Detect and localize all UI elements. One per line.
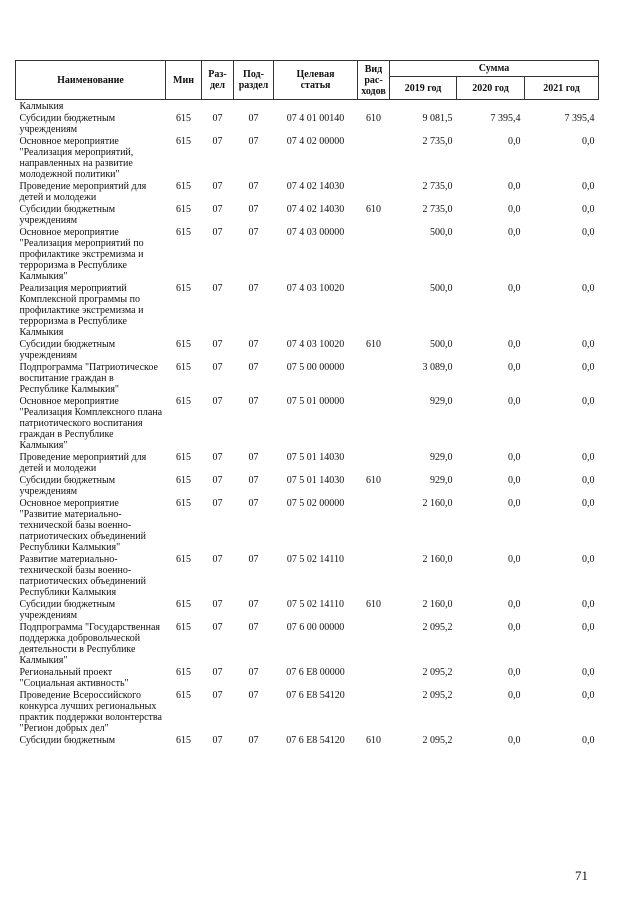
cell-target: 07 6 E8 00000 — [286, 667, 345, 678]
cell-2021: 0,0 — [582, 498, 595, 509]
cell-vid — [358, 361, 390, 395]
cell-name: Основное мероприятие "Развитие материально-технической базы военно-патриотических объединений Республики Калмыкия" — [19, 498, 146, 553]
cell-min: 615 — [176, 599, 191, 610]
cell-vid: 610 — [366, 204, 381, 215]
cell-min: 615 — [176, 690, 191, 701]
cell-2021: 0,0 — [582, 622, 595, 633]
cell-podrazdel: 07 — [248, 452, 259, 463]
table-row — [16, 621, 599, 666]
cell-razdel: 07 — [212, 452, 223, 463]
cell-razdel: 07 — [212, 475, 223, 486]
cell-min: 615 — [176, 362, 191, 373]
cell-2020: 0,0 — [508, 339, 521, 350]
cell-vid — [358, 135, 390, 180]
table-row — [16, 180, 599, 203]
cell-target — [274, 100, 358, 113]
cell-podrazdel: 07 — [248, 690, 259, 701]
table-row — [16, 734, 599, 746]
budget-table-sheet — [15, 60, 598, 746]
cell-min: 615 — [176, 136, 191, 147]
cell-2020: 0,0 — [508, 667, 521, 678]
table-row — [16, 226, 599, 282]
cell-2019: 500,0 — [430, 283, 453, 294]
cell-razdel: 07 — [212, 181, 223, 192]
cell-name: Основное мероприятие "Реализация мероприятий, направленных на развитие молодежной политики" — [19, 136, 134, 180]
header-min: Мин — [166, 61, 202, 100]
cell-2021: 0,0 — [582, 554, 595, 565]
cell-razdel: 07 — [212, 554, 223, 565]
cell-target: 07 6 00 00000 — [286, 622, 345, 633]
cell-vid: 610 — [366, 475, 381, 486]
cell-2021: 0,0 — [582, 599, 595, 610]
cell-2021: 0,0 — [582, 362, 595, 373]
cell-min: 615 — [176, 113, 191, 124]
cell-vid — [358, 621, 390, 666]
cell-razdel: 07 — [212, 227, 223, 238]
cell-razdel: 07 — [212, 735, 223, 746]
cell-2019: 2 160,0 — [422, 554, 453, 565]
cell-min: 615 — [176, 475, 191, 486]
cell-2019: 2 160,0 — [422, 498, 453, 509]
cell-2021: 0,0 — [582, 667, 595, 678]
cell-razdel: 07 — [212, 204, 223, 215]
cell-razdel: 07 — [212, 283, 223, 294]
cell-2021: 7 395,4 — [564, 113, 595, 124]
cell-2021: 0,0 — [582, 181, 595, 192]
cell-2020: 0,0 — [508, 735, 521, 746]
cell-min: 615 — [176, 498, 191, 509]
table-row — [16, 451, 599, 474]
cell-2019: 2 095,2 — [422, 622, 453, 633]
cell-2019: 2 735,0 — [422, 181, 453, 192]
cell-razdel: 07 — [212, 136, 223, 147]
cell-target: 07 5 01 00000 — [286, 396, 345, 407]
table-row — [16, 395, 599, 451]
cell-min: 615 — [176, 339, 191, 350]
cell-razdel: 07 — [212, 622, 223, 633]
cell-target: 07 4 03 10020 — [286, 339, 345, 350]
cell-name: Подпрограмма "Государственная поддержка добровольческой деятельности в Республике Калмыкия" — [19, 622, 161, 666]
cell-vid: 610 — [366, 735, 381, 746]
cell-target: 07 4 03 10020 — [286, 283, 345, 294]
header-razdel: Раз- дел — [202, 61, 234, 100]
cell-2019: 3 089,0 — [422, 362, 453, 373]
table-row — [16, 361, 599, 395]
header-2020: 2020 год — [457, 77, 525, 100]
cell-name: Субсидии бюджетным учреждениям — [19, 204, 116, 226]
cell-2020: 0,0 — [508, 599, 521, 610]
cell-2021: 0,0 — [582, 227, 595, 238]
cell-target: 07 5 00 00000 — [286, 362, 345, 373]
table-row — [16, 112, 599, 135]
cell-name: Проведение мероприятий для детей и молодежи — [19, 452, 147, 474]
cell-min — [166, 100, 202, 113]
cell-vid — [358, 395, 390, 451]
table-row — [16, 100, 599, 113]
cell-min: 615 — [176, 227, 191, 238]
cell-2019: 929,0 — [430, 475, 453, 486]
cell-2019: 2 095,2 — [422, 735, 453, 746]
cell-vid: 610 — [366, 113, 381, 124]
cell-2020: 0,0 — [508, 498, 521, 509]
cell-2021: 0,0 — [582, 690, 595, 701]
cell-2019: 2 160,0 — [422, 599, 453, 610]
table-header — [16, 61, 599, 100]
table-row — [16, 282, 599, 338]
cell-2019: 2 735,0 — [422, 136, 453, 147]
cell-2020: 0,0 — [508, 283, 521, 294]
cell-razdel: 07 — [212, 362, 223, 373]
cell-2019: 2 095,2 — [422, 690, 453, 701]
cell-podrazdel: 07 — [248, 498, 259, 509]
cell-2021: 0,0 — [582, 339, 595, 350]
cell-target: 07 6 E8 54120 — [286, 690, 345, 701]
cell-name: Региональный проект "Социальная активность" — [19, 667, 129, 689]
header-name: Наименование — [16, 61, 166, 100]
header-podrazdel: Под- раздел — [234, 61, 274, 100]
cell-podrazdel: 07 — [248, 339, 259, 350]
cell-2019: 929,0 — [430, 396, 453, 407]
table-row — [16, 474, 599, 497]
cell-name: Реализация мероприятий Комплексной программы по профилактике экстремизма и терроризма в Республике Калмыкия — [19, 283, 144, 338]
cell-2020: 0,0 — [508, 690, 521, 701]
table-row — [16, 497, 599, 553]
cell-2020: 0,0 — [508, 554, 521, 565]
cell-name: Субсидии бюджетным учреждениям — [19, 599, 116, 621]
cell-2021: 0,0 — [582, 283, 595, 294]
cell-2019: 2 735,0 — [422, 204, 453, 215]
header-vid: Вид рас- ходов — [358, 61, 390, 100]
cell-vid — [358, 553, 390, 598]
cell-2019: 929,0 — [430, 452, 453, 463]
cell-name: Субсидии бюджетным — [19, 735, 116, 746]
cell-vid — [358, 666, 390, 689]
cell-name: Основное мероприятие "Реализация Комплексного плана патриотического воспитания граждан в Республике Калмыкия" — [19, 396, 163, 451]
table-row — [16, 338, 599, 361]
table-row — [16, 553, 599, 598]
cell-2019: 2 095,2 — [422, 667, 453, 678]
cell-podrazdel — [234, 100, 274, 113]
cell-2021 — [525, 100, 599, 113]
cell-2020: 0,0 — [508, 362, 521, 373]
cell-podrazdel: 07 — [248, 622, 259, 633]
cell-vid — [358, 497, 390, 553]
header-2019: 2019 год — [390, 77, 457, 100]
cell-razdel: 07 — [212, 690, 223, 701]
cell-vid — [358, 226, 390, 282]
cell-podrazdel: 07 — [248, 113, 259, 124]
cell-2019: 500,0 — [430, 227, 453, 238]
cell-razdel: 07 — [212, 339, 223, 350]
cell-name: Субсидии бюджетным учреждениям — [19, 113, 116, 135]
cell-2020: 0,0 — [508, 227, 521, 238]
cell-razdel: 07 — [212, 396, 223, 407]
cell-2021: 0,0 — [582, 204, 595, 215]
cell-target: 07 4 01 00140 — [286, 113, 345, 124]
cell-podrazdel: 07 — [248, 362, 259, 373]
cell-2021: 0,0 — [582, 735, 595, 746]
cell-2021: 0,0 — [582, 136, 595, 147]
cell-podrazdel: 07 — [248, 735, 259, 746]
cell-min: 615 — [176, 283, 191, 294]
cell-razdel: 07 — [212, 498, 223, 509]
page-number: 71 — [575, 868, 588, 883]
cell-vid — [358, 282, 390, 338]
cell-razdel: 07 — [212, 667, 223, 678]
cell-vid — [358, 100, 390, 113]
cell-name: Проведение Всероссийского конкурса лучших региональных практик поддержки волонтерства "Регион добрых дел" — [19, 690, 162, 734]
cell-podrazdel: 07 — [248, 667, 259, 678]
cell-2021: 0,0 — [582, 396, 595, 407]
cell-min: 615 — [176, 181, 191, 192]
cell-name: Проведение мероприятий для детей и молодежи — [19, 181, 147, 203]
cell-name: Калмыкия — [19, 101, 64, 112]
cell-vid: 610 — [366, 599, 381, 610]
cell-2020: 0,0 — [508, 475, 521, 486]
table-row — [16, 598, 599, 621]
cell-podrazdel: 07 — [248, 283, 259, 294]
cell-2020: 7 395,4 — [490, 113, 521, 124]
cell-vid — [358, 451, 390, 474]
cell-2020: 0,0 — [508, 181, 521, 192]
cell-target: 07 4 02 14030 — [286, 204, 345, 215]
cell-razdel — [202, 100, 234, 113]
cell-min: 615 — [176, 554, 191, 565]
cell-min: 615 — [176, 667, 191, 678]
cell-target: 07 4 02 00000 — [286, 136, 345, 147]
cell-podrazdel: 07 — [248, 554, 259, 565]
cell-name: Субсидии бюджетным учреждениям — [19, 475, 116, 497]
table-body — [16, 100, 599, 747]
cell-2021: 0,0 — [582, 452, 595, 463]
cell-vid — [358, 180, 390, 203]
cell-2019: 9 081,5 — [422, 113, 453, 124]
cell-podrazdel: 07 — [248, 136, 259, 147]
cell-min: 615 — [176, 396, 191, 407]
cell-min: 615 — [176, 735, 191, 746]
header-sum: Сумма — [390, 61, 599, 77]
cell-podrazdel: 07 — [248, 227, 259, 238]
cell-target: 07 5 01 14030 — [286, 452, 345, 463]
cell-razdel: 07 — [212, 599, 223, 610]
table-row — [16, 135, 599, 180]
cell-min: 615 — [176, 622, 191, 633]
table-row — [16, 666, 599, 689]
cell-name: Субсидии бюджетным учреждениям — [19, 339, 116, 361]
cell-target: 07 5 02 14110 — [286, 554, 345, 565]
cell-target: 07 4 02 14030 — [286, 181, 345, 192]
budget-table — [15, 60, 599, 746]
cell-razdel: 07 — [212, 113, 223, 124]
cell-podrazdel: 07 — [248, 396, 259, 407]
cell-podrazdel: 07 — [248, 204, 259, 215]
cell-2020: 0,0 — [508, 452, 521, 463]
cell-podrazdel: 07 — [248, 599, 259, 610]
cell-min: 615 — [176, 452, 191, 463]
header-target: Целевая статья — [274, 61, 358, 100]
cell-podrazdel: 07 — [248, 181, 259, 192]
cell-2020: 0,0 — [508, 396, 521, 407]
cell-min: 615 — [176, 204, 191, 215]
cell-name: Основное мероприятие "Реализация мероприятий по профилактике экстремизма и терроризма в Республике Калмыкия" — [19, 227, 144, 282]
cell-name: Развитие материально-технической базы военно-патриотических объединений Республики Калмыкия — [19, 554, 146, 598]
table-row — [16, 689, 599, 734]
cell-vid — [358, 689, 390, 734]
cell-2019 — [390, 100, 457, 113]
header-2021: 2021 год — [525, 77, 599, 100]
cell-target: 07 6 E8 54120 — [286, 735, 345, 746]
cell-target: 07 5 02 00000 — [286, 498, 345, 509]
cell-2020: 0,0 — [508, 136, 521, 147]
cell-target: 07 5 02 14110 — [286, 599, 345, 610]
cell-2020 — [457, 100, 525, 113]
cell-2019: 500,0 — [430, 339, 453, 350]
cell-target: 07 4 03 00000 — [286, 227, 345, 238]
table-row — [16, 203, 599, 226]
cell-target: 07 5 01 14030 — [286, 475, 345, 486]
cell-2020: 0,0 — [508, 622, 521, 633]
cell-2021: 0,0 — [582, 475, 595, 486]
cell-2020: 0,0 — [508, 204, 521, 215]
cell-name: Подпрограмма "Патриотическое воспитание граждан в Республике Калмыкия" — [19, 362, 158, 395]
cell-vid: 610 — [366, 339, 381, 350]
cell-podrazdel: 07 — [248, 475, 259, 486]
